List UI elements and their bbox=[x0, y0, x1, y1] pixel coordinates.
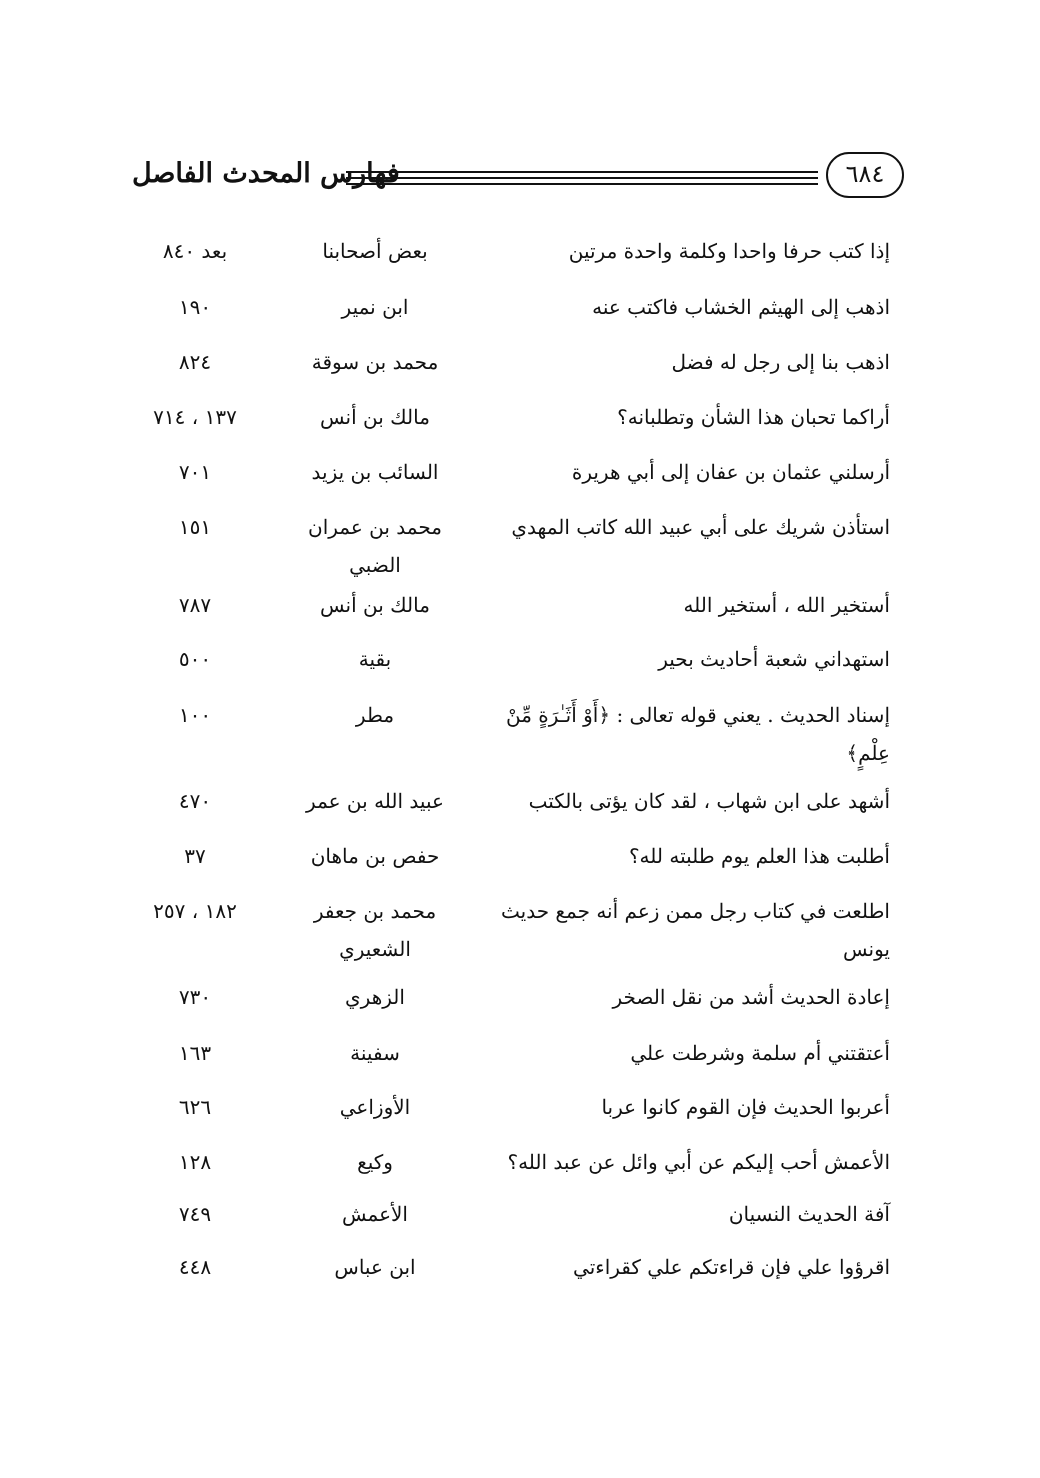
page-reference: ١٨٢ ، ٢٥٧ bbox=[153, 899, 237, 923]
header-rule bbox=[346, 177, 818, 179]
page-reference: ١٢٨ bbox=[178, 1150, 212, 1174]
index-row bbox=[0, 1195, 1040, 1248]
header-rule bbox=[346, 171, 818, 173]
hadith-text: أراكما تحبان هذا الشأن وتطلبانه؟ bbox=[617, 405, 890, 429]
header-rule bbox=[346, 183, 818, 185]
page-reference: ٧٨٧ bbox=[178, 593, 212, 617]
hadith-text: أستخير الله ، أستخير الله bbox=[683, 593, 890, 617]
index-row bbox=[0, 837, 1040, 892]
page-reference: ١٦٣ bbox=[178, 1041, 212, 1065]
page-header bbox=[0, 150, 1040, 210]
index-row bbox=[0, 640, 1040, 696]
hadith-text: أرسلني عثمان بن عفان إلى أبي هريرة bbox=[571, 460, 890, 484]
index-row bbox=[0, 232, 1040, 288]
narrator-name: محمد بن سوقة bbox=[311, 350, 439, 374]
index-row bbox=[0, 696, 1040, 782]
hadith-text: أعربوا الحديث فإن القوم كانوا عربا bbox=[601, 1095, 890, 1119]
page-reference: ١٩٠ bbox=[178, 295, 212, 319]
narrator-name: حفص بن ماهان bbox=[310, 844, 440, 868]
page-reference: ٨٢٤ bbox=[178, 350, 212, 374]
narrator-name: مالك بن أنس bbox=[320, 405, 430, 429]
index-row bbox=[0, 288, 1040, 343]
hadith-text: إسناد الحديث . يعني قوله تعالى : ﴿أَوْ أَثَـٰرَةٍ مِّنْ عِلْمٍ﴾ bbox=[506, 703, 890, 765]
hadith-text: استهداني شعبة أحاديث بحير bbox=[658, 647, 890, 671]
index-row bbox=[0, 978, 1040, 1034]
index-row bbox=[0, 1248, 1040, 1302]
narrator-name: عبيد الله بن عمر bbox=[306, 789, 444, 813]
index-row bbox=[0, 892, 1040, 978]
page-reference: ٥٠٠ bbox=[178, 647, 212, 671]
page-reference: ٧٣٠ bbox=[178, 985, 212, 1009]
narrator-name: السائب بن يزيد bbox=[311, 460, 439, 484]
index-row bbox=[0, 1088, 1040, 1143]
index-row bbox=[0, 508, 1040, 586]
index-table bbox=[0, 232, 1040, 1302]
hadith-text: آفة الحديث النسيان bbox=[728, 1202, 890, 1226]
narrator-name: ابن عباس bbox=[334, 1255, 416, 1279]
narrator-name: سفينة bbox=[350, 1041, 400, 1065]
index-row bbox=[0, 586, 1040, 640]
narrator-name: محمد بن جعفر الشعيري bbox=[313, 899, 437, 961]
hadith-text: اطلعت في كتاب رجل ممن زعم أنه جمع حديث يونس bbox=[500, 899, 890, 961]
page-reference: ٧٤٩ bbox=[178, 1202, 212, 1226]
page-reference: ٣٧ bbox=[184, 844, 206, 868]
narrator-name: بعض أصحابنا bbox=[322, 239, 428, 263]
hadith-text: أعتقتني أم سلمة وشرطت علي bbox=[630, 1041, 890, 1065]
narrator-name: مالك بن أنس bbox=[320, 593, 430, 617]
hadith-text: اذهب إلى الهيثم الخشاب فاكتب عنه bbox=[592, 295, 890, 319]
index-row bbox=[0, 343, 1040, 398]
running-title: فهارس المحدث الفاصل bbox=[132, 158, 400, 189]
page-reference: ٤٤٨ bbox=[178, 1255, 212, 1279]
page-reference: بعد ٨٤٠ bbox=[162, 239, 228, 263]
page-reference: ١٠٠ bbox=[178, 703, 212, 727]
page-reference: ٧٠١ bbox=[178, 460, 212, 484]
hadith-text: إعادة الحديث أشد من نقل الصخر bbox=[612, 985, 890, 1009]
page-reference: ٦٢٦ bbox=[178, 1095, 212, 1119]
narrator-name: ابن نمير bbox=[341, 295, 409, 319]
narrator-name: وكيع bbox=[357, 1150, 393, 1174]
narrator-name: الزهري bbox=[345, 985, 405, 1009]
narrator-name: بقية bbox=[358, 647, 392, 671]
index-row bbox=[0, 398, 1040, 453]
page-reference: ٤٧٠ bbox=[178, 789, 212, 813]
narrator-name: محمد بن عمران الضبي bbox=[308, 515, 442, 577]
index-row bbox=[0, 453, 1040, 508]
narrator-name: مطر bbox=[355, 703, 395, 727]
index-row bbox=[0, 1143, 1040, 1195]
hadith-text: أشهد على ابن شهاب ، لقد كان يؤتى بالكتب bbox=[528, 789, 890, 813]
hadith-text: إذا كتب حرفا واحدا وكلمة واحدة مرتين bbox=[568, 239, 890, 263]
page-reference: ١٥١ bbox=[178, 515, 212, 539]
page-number-badge: ٦٨٤ bbox=[826, 152, 904, 198]
hadith-text: أطلبت هذا العلم يوم طلبته لله؟ bbox=[628, 844, 890, 868]
hadith-text: الأعمش أحب إليكم عن أبي وائل عن عبد الله؟ bbox=[507, 1150, 890, 1174]
hadith-text: استأذن شريك على أبي عبيد الله كاتب المهدي bbox=[511, 515, 890, 539]
index-row bbox=[0, 782, 1040, 837]
page-reference: ١٣٧ ، ٧١٤ bbox=[153, 405, 237, 429]
hadith-text: اذهب بنا إلى رجل له فضل bbox=[671, 350, 890, 374]
narrator-name: الأعمش bbox=[342, 1202, 408, 1226]
index-row bbox=[0, 1034, 1040, 1088]
narrator-name: الأوزاعي bbox=[339, 1095, 411, 1119]
hadith-text: اقرؤوا علي فإن قراءتكم علي كقراءتي bbox=[573, 1255, 890, 1279]
